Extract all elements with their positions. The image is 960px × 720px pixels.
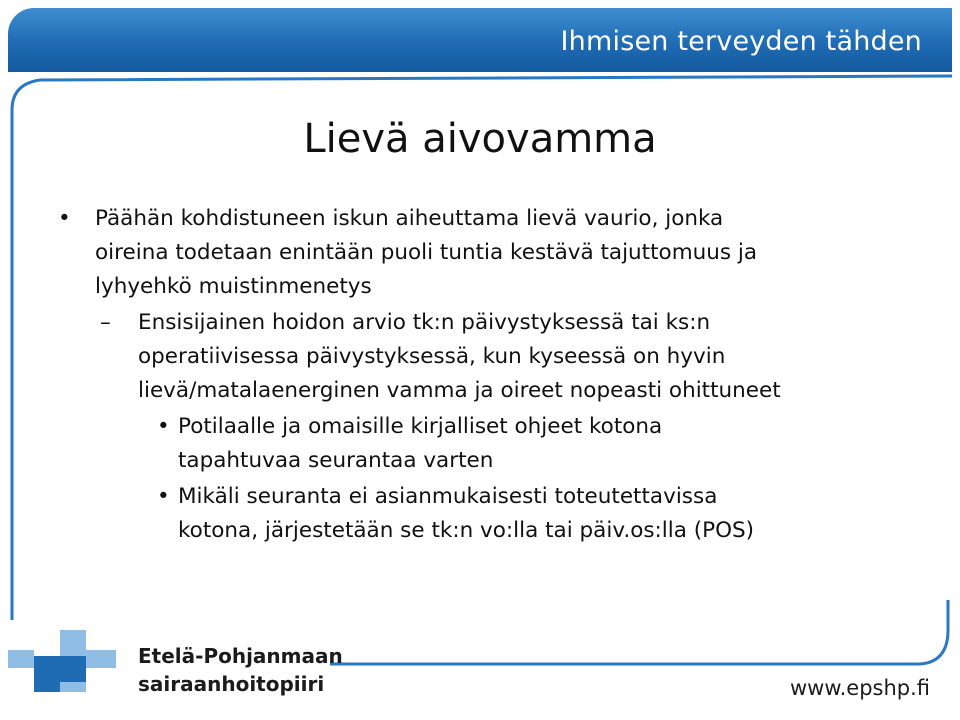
org-name-line1: Etelä-Pohjanmaan	[138, 644, 343, 668]
bullet-line: Päähän kohdistuneen iskun aiheuttama lievä vaurio, jonka	[95, 206, 724, 231]
bullet-line: oireina todetaan enintään puoli tuntia kestävä tajuttomuus ja	[95, 240, 758, 265]
bullet-line: kotona, järjestetään se tk:n vo:lla tai päiv.os:lla (POS)	[178, 518, 755, 543]
logo-block	[34, 682, 60, 692]
logo-block	[8, 650, 34, 668]
organization-name	[138, 642, 343, 698]
website-url[interactable]: www.epshp.fi	[790, 676, 931, 700]
bullet-line: Ensisijainen hoidon arvio tk:n päivystyksessä tai ks:n	[138, 310, 711, 335]
bullet-line: operatiivisessa päivystyksessä, kun kyseessä on hyvin	[138, 344, 726, 369]
bullet-marker: •	[157, 414, 170, 439]
logo-block	[34, 656, 60, 682]
logo-block	[60, 656, 86, 682]
org-name-line2: sairaanhoitopiiri	[138, 672, 325, 696]
bullet-line: tapahtuvaa seurantaa varten	[178, 448, 494, 473]
logo-block	[60, 682, 86, 692]
bullet-marker: •	[157, 484, 170, 509]
bullet-marker: •	[58, 206, 71, 231]
bullet-line: lievä/matalaenerginen vamma ja oireet nopeasti ohittuneet	[138, 378, 781, 403]
logo-block	[60, 630, 86, 656]
bullet-line: Mikäli seuranta ei asianmukaisesti toteutettavissa	[178, 484, 718, 509]
header-tagline: Ihmisen terveyden tähden	[560, 26, 922, 57]
bullet-line: Potilaalle ja omaisille kirjalliset ohjeet kotona	[178, 414, 663, 439]
dash-marker: –	[100, 310, 111, 335]
slide-title: Lievä aivovamma	[303, 116, 657, 162]
logo-block	[86, 650, 116, 668]
bullet-line: lyhyehkö muistinmenetys	[95, 274, 372, 299]
